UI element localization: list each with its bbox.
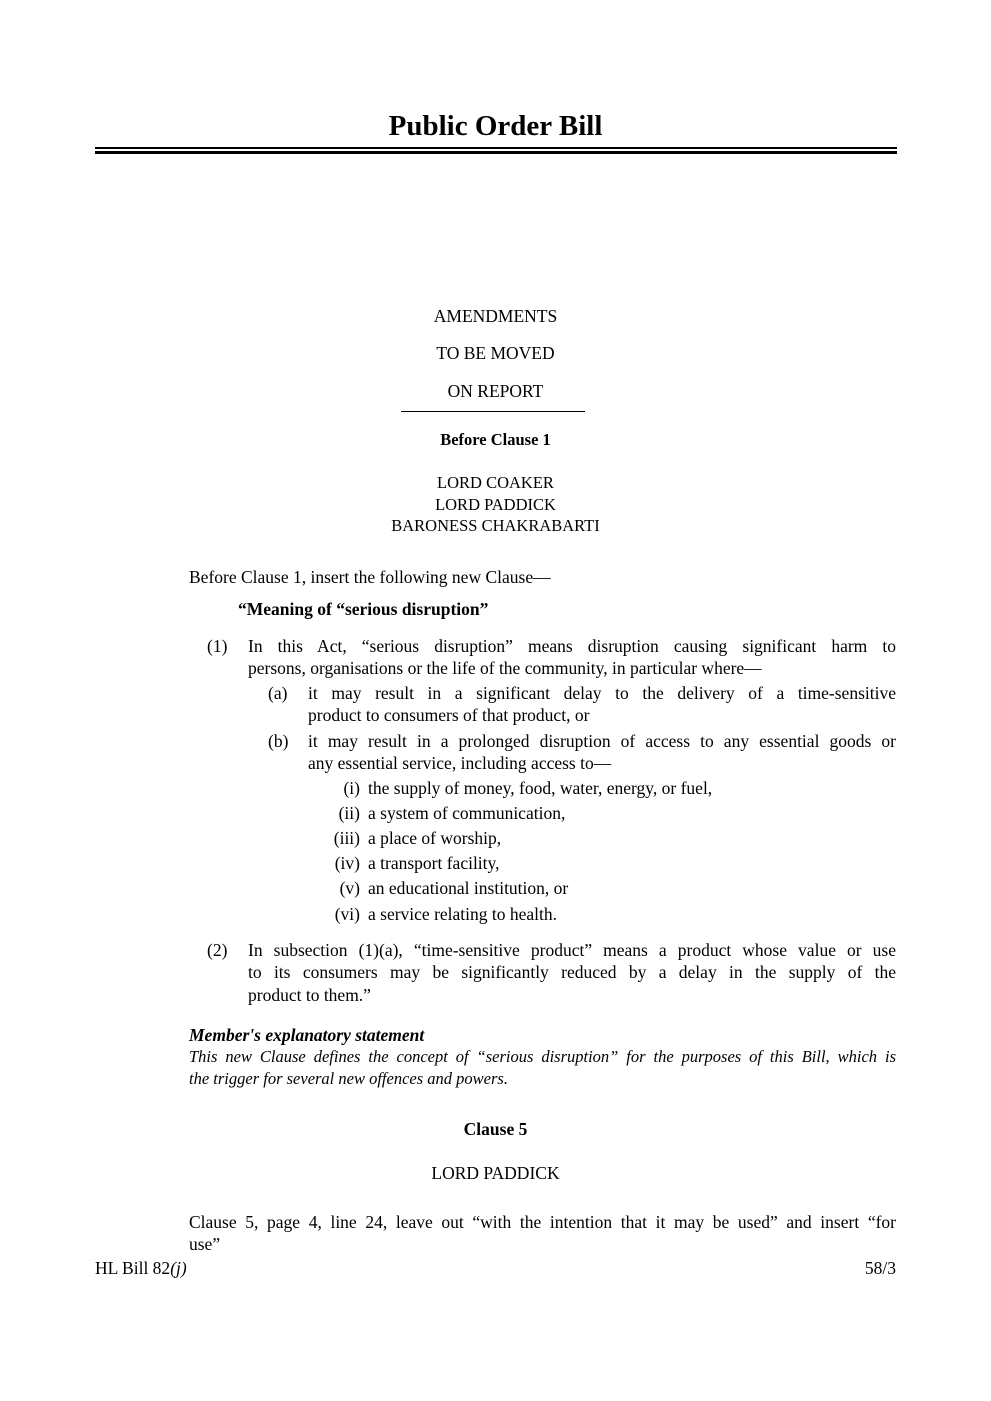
explanatory-statement-text: This new Clause defines the concept of “serious disruption” for the purposes of this Bill, which is [189, 1047, 896, 1066]
item-number: (vi) [334, 904, 360, 924]
member-name: LORD PADDICK [435, 495, 556, 514]
explanatory-statement-text: the trigger for several new offences and powers. [189, 1069, 508, 1088]
item-text: a transport facility, [368, 853, 500, 873]
amendment-text: use” [189, 1234, 221, 1254]
explanatory-statement-heading: Member's explanatory statement [189, 1025, 425, 1045]
subsection-text: to its consumers may be significantly reduced by a delay in the supply of the [248, 962, 896, 982]
paragraph-text: any essential service, including access to— [308, 753, 612, 773]
intro-to-be-moved: TO BE MOVED [436, 343, 555, 363]
bill-ref-suffix: (j) [170, 1258, 187, 1278]
member-name: BARONESS CHAKRABARTI [391, 516, 600, 535]
item-text: a service relating to health. [368, 904, 558, 924]
amendment-instruction: Before Clause 1, insert the following new Clause— [189, 567, 551, 587]
paragraph-number: (a) [268, 683, 288, 703]
item-number: (ii) [338, 803, 360, 823]
paragraph-text: it may result in a prolonged disruption of access to any essential goods or [308, 731, 896, 751]
item-text: a system of communication, [368, 803, 566, 823]
paragraph-number: (b) [268, 731, 289, 751]
member-name: LORD COAKER [437, 473, 554, 492]
title-rule-thick [95, 151, 897, 154]
member-name: LORD PADDICK [431, 1163, 560, 1183]
bill-ref-text: HL Bill 82 [95, 1258, 171, 1278]
paragraph-text: it may result in a significant delay to the delivery of a time-sensitive [308, 683, 896, 703]
title-rule-thin [95, 147, 897, 149]
subsection-text: product to them.” [248, 985, 371, 1005]
new-clause-title: “Meaning of “serious disruption” [238, 599, 489, 619]
page-reference: 58/3 [864, 1258, 896, 1278]
item-number: (i) [343, 778, 360, 798]
item-number: (v) [339, 878, 360, 898]
document-title: Public Order Bill [388, 110, 603, 142]
item-text: a place of worship, [368, 828, 502, 848]
subsection-text: persons, organisations or the life of the community, in particular where— [248, 658, 762, 678]
intro-amendments: AMENDMENTS [433, 306, 558, 326]
paragraph-text: product to consumers of that product, or [308, 705, 590, 725]
intro-rule [401, 411, 585, 412]
subsection-text: In this Act, “serious disruption” means disruption causing significant harm to [248, 636, 896, 656]
section-heading-clause-5: Clause 5 [463, 1119, 528, 1139]
bill-reference [95, 1257, 187, 1279]
item-number: (iii) [333, 828, 360, 848]
item-text: an educational institution, or [368, 878, 569, 898]
intro-on-report: ON REPORT [447, 381, 544, 401]
item-number: (iv) [334, 853, 360, 873]
item-text: the supply of money, food, water, energy, or fuel, [368, 778, 713, 798]
subsection-text: In subsection (1)(a), “time-sensitive product” means a product whose value or use [248, 940, 896, 960]
subsection-number: (1) [207, 636, 228, 656]
section-heading-before-clause-1: Before Clause 1 [440, 430, 551, 449]
amendment-text: Clause 5, page 4, line 24, leave out “with the intention that it may be used” and insert “for [189, 1212, 896, 1232]
subsection-number: (2) [207, 940, 228, 960]
